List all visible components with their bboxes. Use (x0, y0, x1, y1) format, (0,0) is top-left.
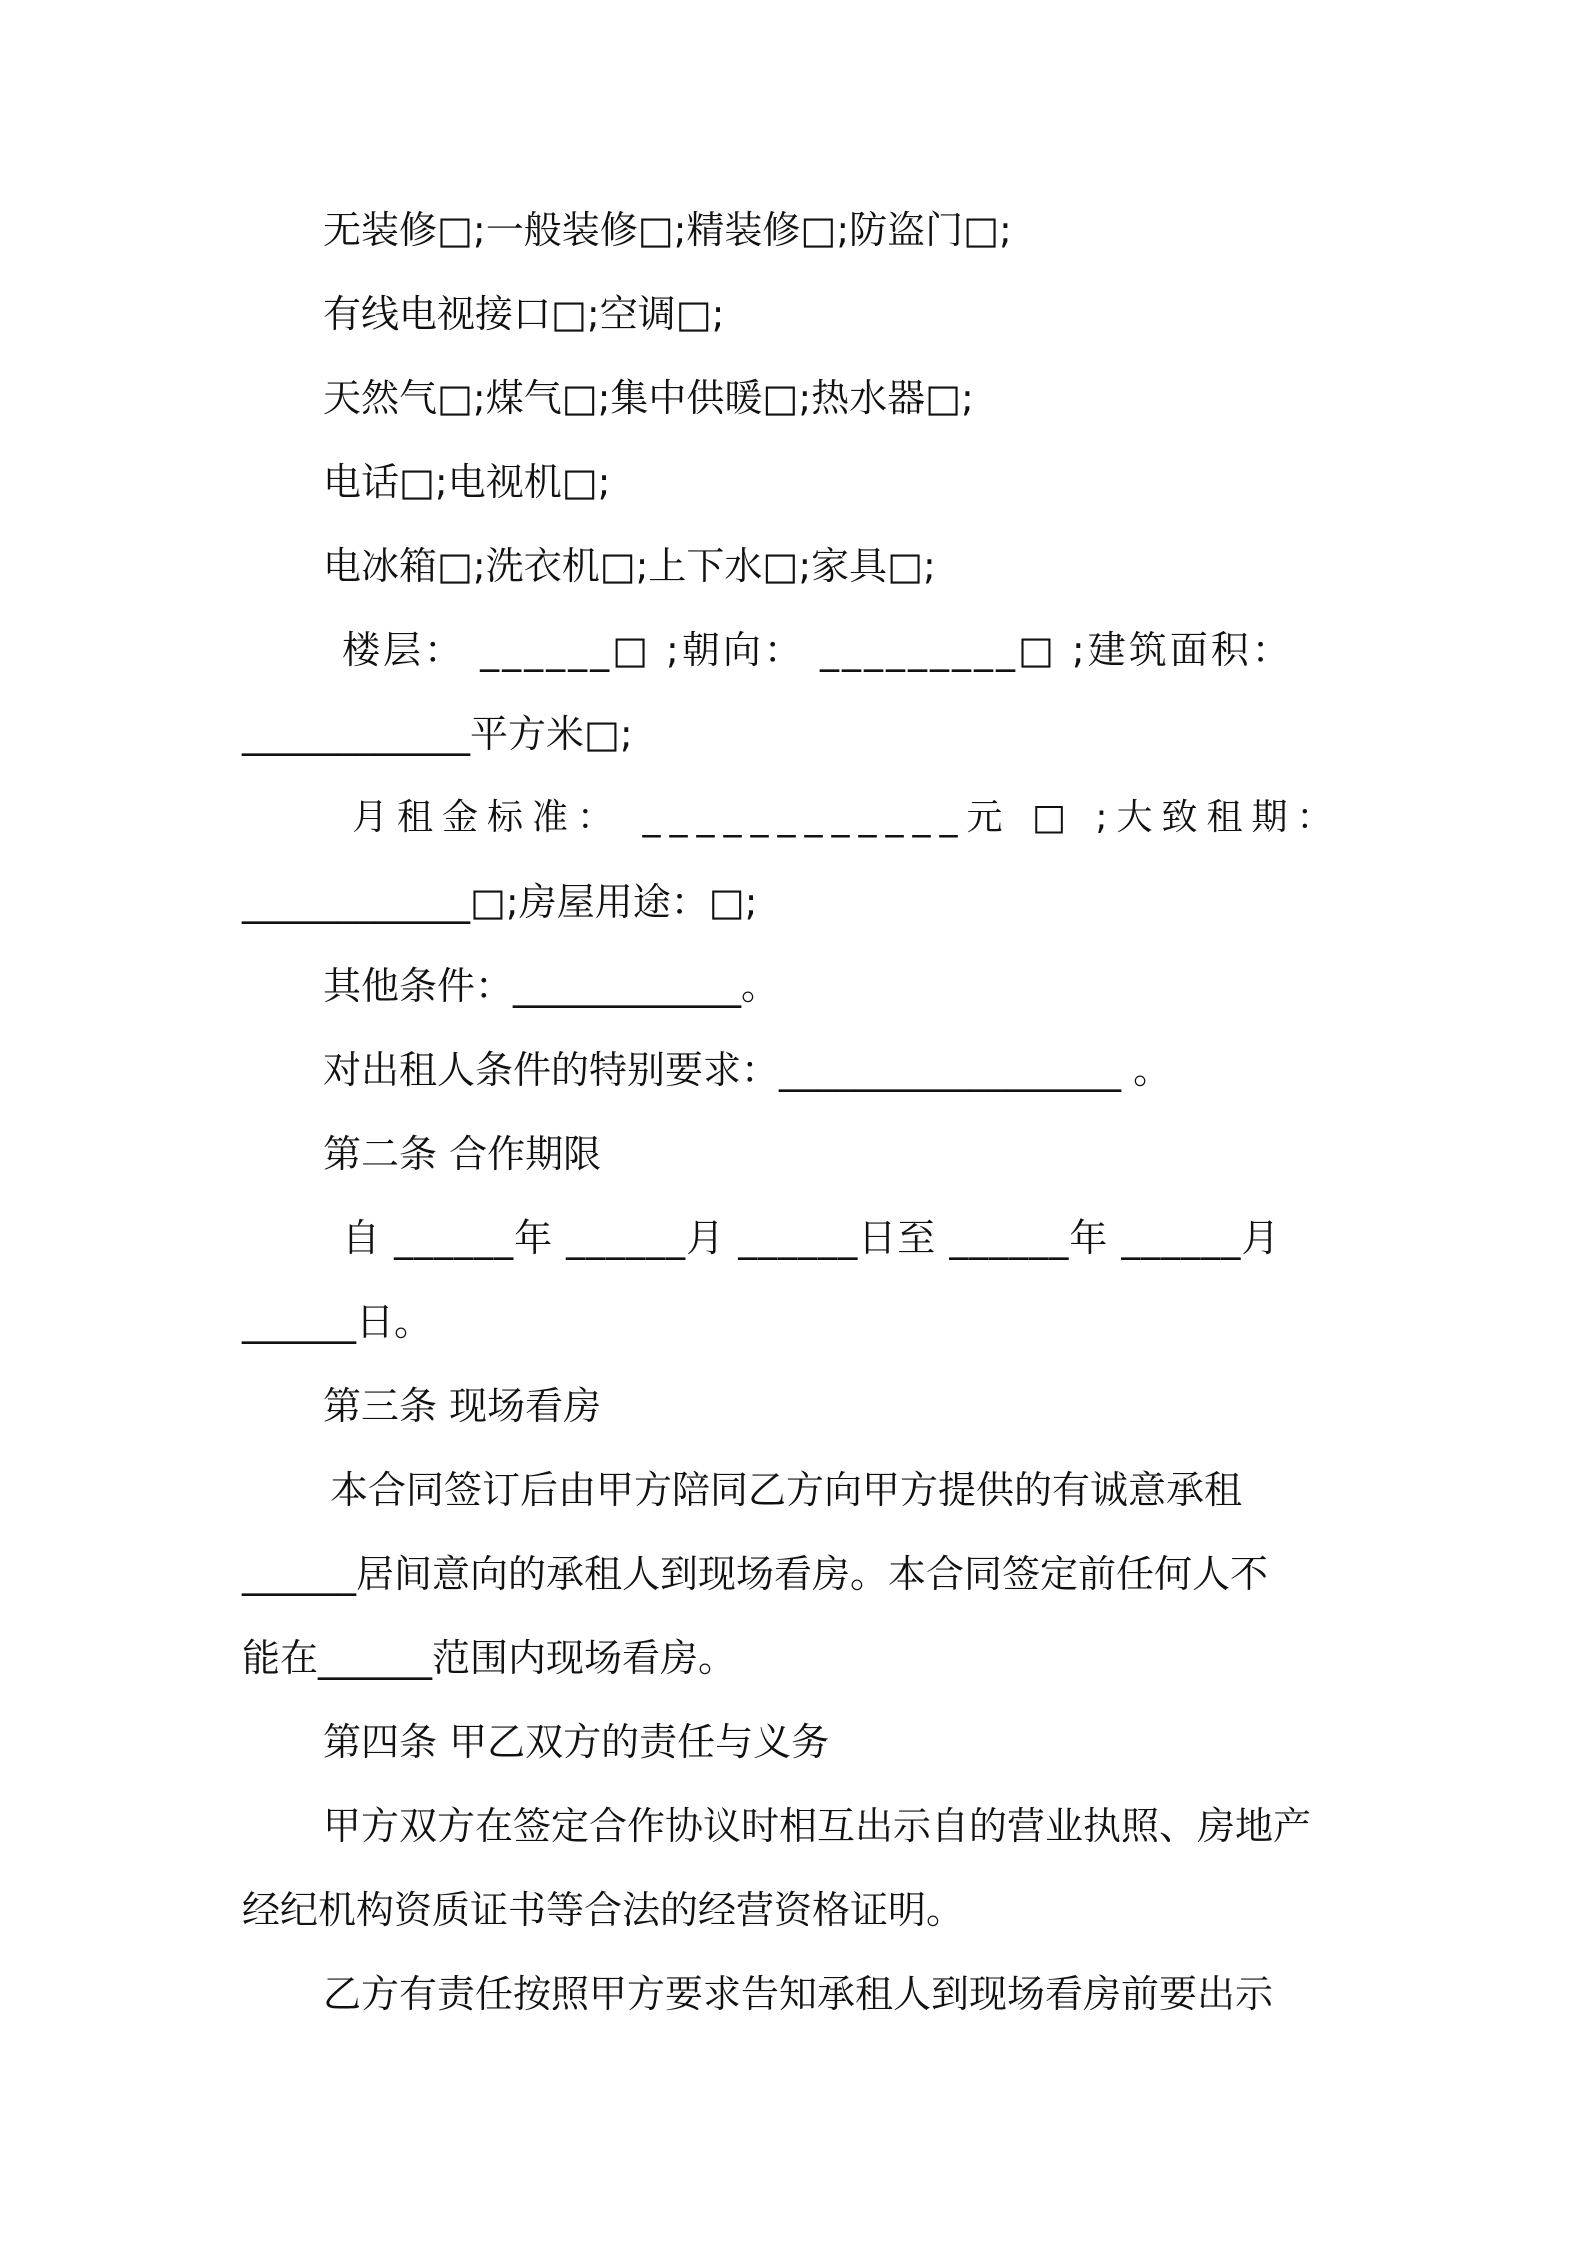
text-line-duty-1: 甲方双方在签定合作协议时相互出示自的营业执照、房地产 (323, 1804, 1312, 1848)
text-line-usage: ____________□;房屋用途：□; (242, 880, 758, 924)
section-heading-article-2: 第二条 合作期限 (323, 1132, 602, 1176)
section-heading-article-3: 第三条 现场看房 (323, 1384, 602, 1428)
text-line-other-conditions: 其他条件：____________。 (323, 964, 780, 1008)
text-line-viewing-2: ______居间意向的承租人到现场看房。本合同签定前任何人不 (242, 1552, 1269, 1596)
text-line-rent-term: 月租金标准： ____________元 □ ;大致租期： (352, 797, 1342, 838)
text-line-floor-orientation-area: 楼层： ______□ ;朝向： _________□ ;建筑面积： (342, 628, 1293, 672)
text-line-period-end-day: ______日。 (242, 1300, 433, 1344)
text-line-duty-3: 乙方有责任按照甲方要求告知承租人到现场看房前要出示 (323, 1972, 1274, 2016)
text-line-decoration-options: 无装修□;一般装修□;精装修□;防盗门□; (323, 208, 1012, 252)
text-line-tv-aircon: 有线电视接口□;空调□; (323, 292, 725, 336)
text-line-gas-heating: 天然气□;煤气□;集中供暖□;热水器□; (323, 376, 974, 420)
text-line-landlord-requirements: 对出租人条件的特别要求：__________________ 。 (323, 1048, 1172, 1092)
text-line-appliances: 电冰箱□;洗衣机□;上下水□;家具□; (323, 544, 936, 588)
text-line-period-dates: 自 ______年 ______月 ______日至 ______年 ______月 (342, 1216, 1281, 1260)
text-line-phone-tv: 电话□;电视机□; (323, 460, 611, 504)
text-line-duty-2: 经纪机构资质证书等合法的经营资格证明。 (242, 1888, 965, 1932)
text-line-viewing-3: 能在______范围内现场看房。 (242, 1636, 737, 1680)
text-line-area-unit: ____________平方米□; (242, 712, 633, 756)
text-line-viewing-1: 本合同签订后由甲方陪同乙方向甲方提供的有诚意承租 (330, 1468, 1243, 1512)
section-heading-article-4: 第四条 甲乙双方的责任与义务 (323, 1720, 830, 1764)
